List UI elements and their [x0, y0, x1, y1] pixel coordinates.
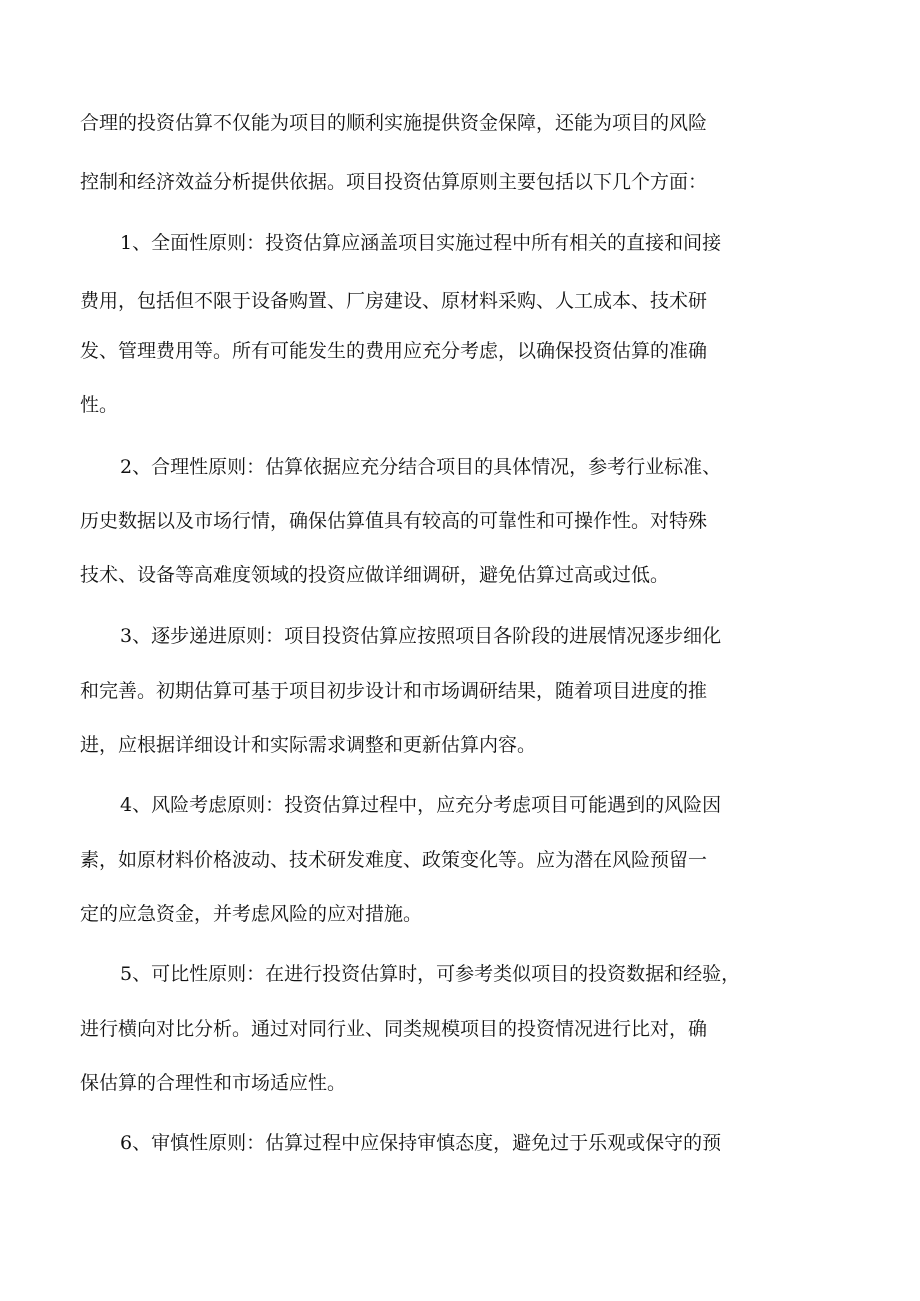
principle-4-line-3: 定的应急资金，并考虑风险的应对措施。 — [80, 903, 423, 925]
principle-4-line-1: 4、风险考虑原则：投资估算过程中，应充分考虑项目可能遇到的风险因 — [120, 794, 722, 816]
principle-3-line-3: 进，应根据详细设计和实际需求调整和更新估算内容。 — [80, 734, 537, 756]
principle-2-line-3: 技术、设备等高难度领域的投资应做详细调研，避免估算过高或过低。 — [80, 564, 670, 586]
principle-1-line-2: 费用，包括但不限于设备购置、厂房建设、原材料采购、人工成本、技术研 — [80, 290, 708, 312]
principle-5-line-1: 5、可比性原则：在进行投资估算时，可参考类似项目的投资数据和经验， — [120, 963, 741, 985]
intro-line-2: 控制和经济效益分析提供依据。项目投资估算原则主要包括以下几个方面： — [80, 171, 708, 193]
principle-3-line-2: 和完善。初期估算可基于项目初步设计和市场调研结果，随着项目进度的推 — [80, 680, 708, 702]
principle-2-line-1: 2、合理性原则：估算依据应充分结合项目的具体情况，参考行业标准、 — [120, 456, 722, 478]
principle-2-line-2: 历史数据以及市场行情，确保估算值具有较高的可靠性和可操作性。对特殊 — [80, 510, 708, 532]
principle-1-line-4: 性。 — [80, 394, 119, 416]
principle-1-line-1: 1、全面性原则：投资估算应涵盖项目实施过程中所有相关的直接和间接 — [120, 232, 722, 254]
intro-line-1: 合理的投资估算不仅能为项目的顺利实施提供资金保障，还能为项目的风险 — [80, 112, 708, 134]
principle-3-line-1: 3、逐步递进原则：项目投资估算应按照项目各阶段的进展情况逐步细化 — [120, 625, 722, 647]
principle-4-line-2: 素，如原材料价格波动、技术研发难度、政策变化等。应为潜在风险预留一 — [80, 849, 708, 871]
principle-1-line-3: 发、管理费用等。所有可能发生的费用应充分考虑，以确保投资估算的准确 — [80, 340, 708, 362]
principle-5-line-2: 进行横向对比分析。通过对同行业、同类规模项目的投资情况进行比对，确 — [80, 1018, 708, 1040]
principle-5-line-3: 保估算的合理性和市场适应性。 — [80, 1072, 347, 1094]
principle-6-line-1: 6、审慎性原则：估算过程中应保持审慎态度，避免过于乐观或保守的预 — [120, 1132, 722, 1154]
